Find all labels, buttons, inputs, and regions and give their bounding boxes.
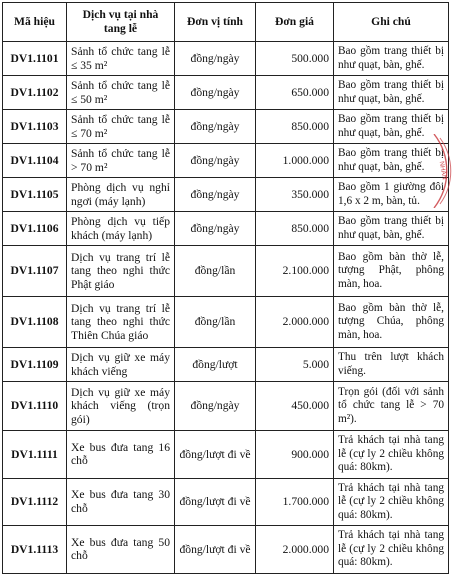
- service-code: DV1.1106: [3, 212, 67, 246]
- service-name: Phòng dịch vụ tiếp khách (máy lạnh): [67, 212, 175, 246]
- table-row: [3, 144, 449, 178]
- service-name: Sảnh tổ chức tang lễ ≤ 70 m²: [67, 110, 175, 144]
- table-row: [3, 178, 449, 212]
- header-note: Ghi chú: [334, 3, 449, 42]
- document-page: [2, 2, 448, 574]
- unit-price: 1.700.000: [256, 478, 334, 526]
- note-text: Bao gồm trang thiết bị như quạt, bàn, ghế.: [334, 144, 449, 178]
- table-row: [3, 478, 449, 526]
- unit-price: 850.000: [256, 110, 334, 144]
- header-unit: Đơn vị tính: [175, 3, 256, 42]
- service-name: Xe bus đưa tang 30 chỗ: [67, 478, 175, 526]
- unit-price: 2.000.000: [256, 297, 334, 348]
- table-row: [3, 246, 449, 297]
- note-text: Trọn gói (đối với sảnh tổ chức tang lễ > 70 m²).: [334, 382, 449, 431]
- service-code: DV1.1108: [3, 297, 67, 348]
- table-row: [3, 42, 449, 76]
- unit-price: 2.100.000: [256, 246, 334, 297]
- service-name: Xe bus đưa tang 16 chỗ: [67, 431, 175, 479]
- service-price-table: [2, 2, 449, 574]
- service-code: DV1.1110: [3, 382, 67, 431]
- unit-of-measure: đồng/lượt đi về: [175, 478, 256, 526]
- unit-of-measure: đồng/ngày: [175, 144, 256, 178]
- service-code: DV1.1109: [3, 348, 67, 382]
- service-code: DV1.1104: [3, 144, 67, 178]
- unit-of-measure: đồng/lượt đi về: [175, 431, 256, 479]
- header-service: Dịch vụ tại nhà tang lễ: [67, 3, 175, 42]
- unit-price: 850.000: [256, 212, 334, 246]
- table-row: [3, 76, 449, 110]
- table-row: [3, 110, 449, 144]
- service-code: DV1.1113: [3, 526, 67, 574]
- note-text: Bao gồm 1 giường đôi 1,6 x 2 m, bàn, tủ.: [334, 178, 449, 212]
- unit-price: 900.000: [256, 431, 334, 479]
- service-code: DV1.1111: [3, 431, 67, 479]
- service-code: DV1.1101: [3, 42, 67, 76]
- unit-price: 5.000: [256, 348, 334, 382]
- header-price: Đơn giá: [256, 3, 334, 42]
- service-code: DV1.1102: [3, 76, 67, 110]
- table-row: [3, 382, 449, 431]
- note-text: Bao gồm bàn thờ lễ, tượng Chúa, phông màn, hoa.: [334, 297, 449, 348]
- unit-of-measure: đồng/ngày: [175, 212, 256, 246]
- unit-price: 450.000: [256, 382, 334, 431]
- note-text: Bao gồm trang thiết bị như quạt, bàn, ghế.: [334, 212, 449, 246]
- header-row: [3, 3, 449, 42]
- unit-of-measure: đồng/lượt đi về: [175, 526, 256, 574]
- table-body: [3, 42, 449, 574]
- table-row: [3, 297, 449, 348]
- unit-of-measure: đồng/lần: [175, 246, 256, 297]
- table-header: [3, 3, 449, 42]
- svg-text:NHÂN: NHÂN: [437, 160, 448, 181]
- service-code: DV1.1112: [3, 478, 67, 526]
- service-name: Dịch vụ trang trí lễ tang theo nghi thức Phật giáo: [67, 246, 175, 297]
- note-text: Bao gồm trang thiết bị như quạt, bàn, ghế.: [334, 42, 449, 76]
- service-name: Dịch vụ giữ xe máy khách viếng (trọn gói): [67, 382, 175, 431]
- unit-of-measure: đồng/lượt: [175, 348, 256, 382]
- service-name: Sảnh tổ chức tang lễ > 70 m²: [67, 144, 175, 178]
- red-stamp-fragment: [432, 134, 454, 208]
- unit-of-measure: đồng/ngày: [175, 178, 256, 212]
- service-name: Dịch vụ giữ xe máy khách viếng: [67, 348, 175, 382]
- unit-price: 1.000.000: [256, 144, 334, 178]
- note-text: Trả khách tại nhà tang lễ (cự ly 2 chiều không quá: 80km).: [334, 478, 449, 526]
- note-text: Bao gồm trang thiết bị như quạt, bàn, ghế.: [334, 76, 449, 110]
- service-code: DV1.1107: [3, 246, 67, 297]
- service-name: Sảnh tổ chức tang lễ ≤ 50 m²: [67, 76, 175, 110]
- table-row: [3, 431, 449, 479]
- unit-of-measure: đồng/ngày: [175, 382, 256, 431]
- service-name: Sảnh tổ chức tang lễ ≤ 35 m²: [67, 42, 175, 76]
- service-code: DV1.1105: [3, 178, 67, 212]
- note-text: Bao gồm trang thiết bị như quạt, bàn, ghế.: [334, 110, 449, 144]
- note-text: Bao gồm bàn thờ lễ, tượng Phật, phông màn, hoa.: [334, 246, 449, 297]
- unit-price: 500.000: [256, 42, 334, 76]
- note-text: Trả khách tại nhà tang lễ (cự ly 2 chiều không quá: 80km).: [334, 431, 449, 479]
- service-name: Dịch vụ trang trí lễ tang theo nghi thức Thiên Chúa giáo: [67, 297, 175, 348]
- unit-price: 350.000: [256, 178, 334, 212]
- unit-of-measure: đồng/lần: [175, 297, 256, 348]
- table-row: [3, 526, 449, 574]
- unit-price: 650.000: [256, 76, 334, 110]
- unit-of-measure: đồng/ngày: [175, 76, 256, 110]
- note-text: Trả khách tại nhà tang lễ (cự ly 2 chiều không quá: 80km).: [334, 526, 449, 574]
- service-name: Phòng dịch vụ nghỉ ngơi (máy lạnh): [67, 178, 175, 212]
- table-row: [3, 212, 449, 246]
- unit-price: 2.000.000: [256, 526, 334, 574]
- service-code: DV1.1103: [3, 110, 67, 144]
- header-code: Mã hiệu: [3, 3, 67, 42]
- note-text: Thu trên lượt khách viếng.: [334, 348, 449, 382]
- table-row: [3, 348, 449, 382]
- unit-of-measure: đồng/ngày: [175, 110, 256, 144]
- service-name: Xe bus đưa tang 50 chỗ: [67, 526, 175, 574]
- unit-of-measure: đồng/ngày: [175, 42, 256, 76]
